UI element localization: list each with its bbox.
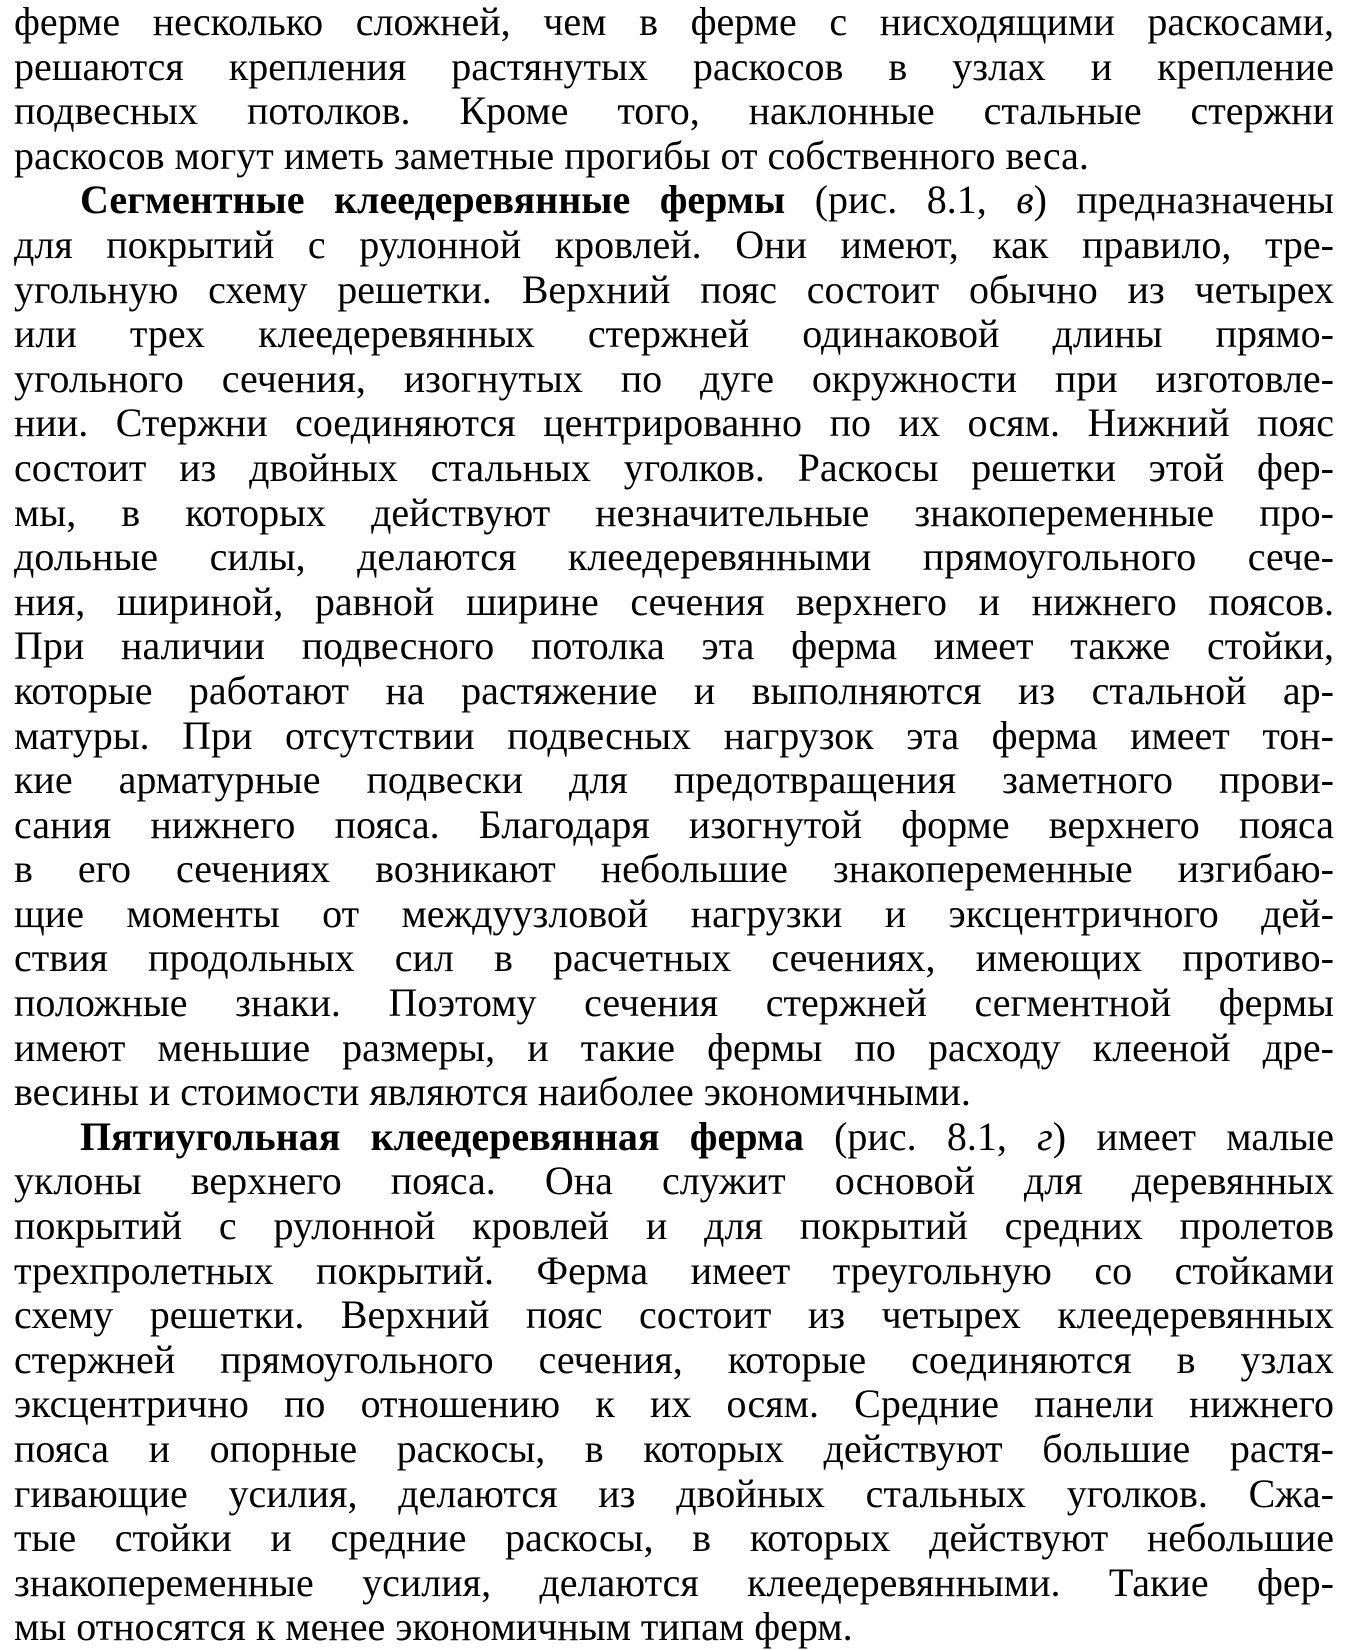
text-line: раскосов могут иметь заметные прогибы от собственного веса. <box>14 132 1089 178</box>
text-line: ферме несколько сложней, чем в ферме с нисходящими раскосами, <box>14 0 1334 44</box>
text-line: ния, шириной, равной ширине сечения верхнего и нижнего поясов. <box>14 578 1334 624</box>
text-line: схему решетки. Верхний пояс состоит из четырех клеедеревянных <box>14 1292 1334 1338</box>
text-line: мы относятся к менее экономичным типам ферм. <box>14 1604 853 1650</box>
text-line: тые стойки и средние раскосы, в которых действуют небольшие <box>14 1515 1334 1561</box>
paragraph-3 <box>14 1115 1334 1650</box>
text-line: эксцентрично по отношению к их осям. Средние панели нижнего <box>14 1381 1334 1427</box>
paragraph-first-line <box>14 178 1334 223</box>
text-line: мы, в которых действуют незначительные знакопеременные про- <box>14 489 1334 535</box>
text-line: сания нижнего пояса. Благодаря изогнутой форме верхнего пояса <box>14 801 1334 847</box>
text-line: угольную схему решетки. Верхний пояс состоит обычно из четырех <box>14 266 1334 312</box>
text-line: которые работают на растяжение и выполняются из стальной ар- <box>14 667 1334 713</box>
text-line: кие арматурные подвески для предотвращения заметного прови- <box>14 757 1334 803</box>
text-line: пояса и опорные раскосы, в которых действуют большие растя- <box>14 1426 1334 1471</box>
text-line: уклоны верхнего пояса. Она служит основой для деревянных <box>14 1158 1334 1204</box>
text-line: дольные силы, делаются клеедеревянными прямоугольного сече- <box>14 534 1334 580</box>
text-line: трехпролетных покрытий. Ферма имеет треугольную со стойками <box>14 1247 1334 1293</box>
figure-ref-prefix: (рис. 8.1, <box>814 177 987 223</box>
text-line: имеют меньшие размеры, и такие фермы по расходу клееной дре- <box>14 1024 1334 1070</box>
figure-ref-suffix: ) предназначены <box>1033 177 1335 223</box>
text-line: положные знаки. Поэтому сечения стержней сегментной фермы <box>14 980 1334 1026</box>
term-heading: Сегментные клеедеревянные фермы <box>80 177 786 223</box>
text-line: стержней прямоугольного сечения, которые соединяются в узлах <box>14 1336 1334 1382</box>
figure-ref-letter: в <box>1016 177 1034 223</box>
figure-ref-prefix: (рис. 8.1, <box>834 1113 1007 1159</box>
paragraph-2 <box>14 178 1334 1114</box>
text-line: решаются крепления растянутых раскосов в узлах и крепление <box>14 43 1334 89</box>
figure-ref-letter: г <box>1037 1113 1053 1159</box>
text-line: нии. Стержни соединяются центрированно по их осям. Нижний пояс <box>14 400 1334 446</box>
text-line: угольного сечения, изогнутых по дуге окружности при изготовле- <box>14 355 1334 401</box>
text-line: покрытий с рулонной кровлей и для покрытий средних пролетов <box>14 1203 1334 1249</box>
text-line: в его сечениях возникают небольшие знакопеременные изгибаю- <box>14 846 1334 892</box>
text-line: щие моменты от междуузловой нагрузки и эксцентричного дей- <box>14 890 1334 936</box>
text-line: или трех клеедеревянных стержней одинаковой длины прямо- <box>14 311 1334 357</box>
text-line: ствия продольных сил в расчетных сечениях, имеющих противо- <box>14 935 1334 981</box>
text-line: для покрытий с рулонной кровлей. Они имеют, как правило, тре- <box>14 221 1334 267</box>
text-line: При наличии подвесного потолка эта ферма имеет также стойки, <box>14 623 1334 669</box>
term-heading: Пятиугольная клеедеревянная ферма <box>80 1113 804 1159</box>
text-line: подвесных потолков. Кроме того, наклонные стальные стержни <box>14 88 1334 134</box>
text-line: гивающие усилия, делаются из двойных стальных уголков. Сжа- <box>14 1470 1334 1516</box>
paragraph-first-line <box>14 1115 1334 1160</box>
paragraph-1 <box>14 0 1334 178</box>
figure-ref-suffix: ) имеет малые <box>1052 1113 1335 1159</box>
text-line: знакопеременные усилия, делаются клеедеревянными. Такие фер- <box>14 1559 1334 1605</box>
text-line: матуры. При отсутствии подвесных нагрузок эта ферма имеет тон- <box>14 712 1334 758</box>
document-page <box>14 0 1334 1650</box>
text-line: состоит из двойных стальных уголков. Раскосы решетки этой фер- <box>14 444 1334 490</box>
text-line: весины и стоимости являются наиболее экономичными. <box>14 1069 971 1115</box>
